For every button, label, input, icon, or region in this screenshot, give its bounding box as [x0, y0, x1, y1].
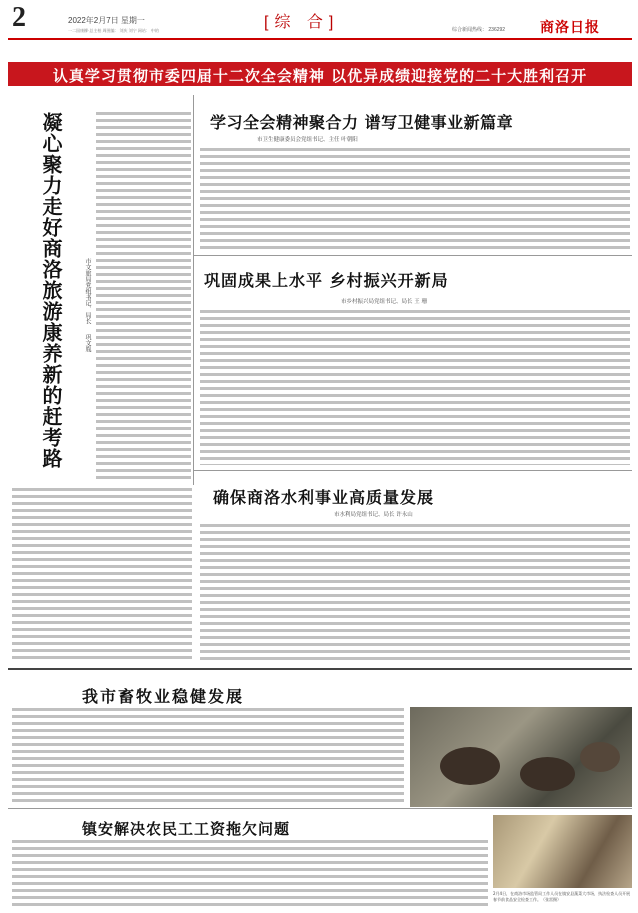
- masthead: [0, 0, 638, 40]
- byline-name: 巩文胤: [84, 333, 91, 352]
- editor-info: 一二国康柳·总主柏 周围编： 刘庆 刘宁 网站： 中的: [68, 28, 159, 33]
- article-byline-1: 市卫生健康委员会党组书记、主任 叶朝阳: [257, 137, 358, 143]
- article-title-1: 学习全会精神聚合力 谱写卫健事业新篇章: [210, 113, 514, 132]
- market-photo: [493, 815, 632, 888]
- banner-text: 认真学习贯彻市委四届十二次全会精神 以优异成绩迎接党的二十大胜利召开: [52, 67, 588, 85]
- article-title-4: 我市畜牧业稳健发展: [82, 687, 245, 706]
- article-body-4: [12, 708, 404, 804]
- article-body-left: [96, 112, 191, 482]
- photo-subject: [440, 747, 500, 785]
- article-title-2: 巩固成果上水平 乡村振兴开新局: [204, 271, 449, 290]
- section-divider: [193, 255, 632, 256]
- article-title-5: 镇安解决农民工工资拖欠问题: [82, 820, 291, 838]
- article-body-1: [200, 148, 630, 250]
- article-body-left: [12, 488, 192, 663]
- section-divider: [8, 808, 632, 809]
- cattle-photo: [410, 707, 632, 807]
- section-name: [综 合]: [264, 14, 340, 31]
- newspaper-logo: 商洛日报: [540, 19, 600, 35]
- column-divider: [193, 95, 194, 485]
- hotline-info: 综合新闻热线： 236292: [452, 27, 506, 33]
- page-number: 2: [12, 2, 26, 33]
- article-title-left: 凝心聚力走好商洛旅游康养新的赶考路: [39, 112, 63, 469]
- article-body-5: [12, 840, 488, 906]
- byline-org: 市文旅局党组书记、局长: [84, 258, 91, 324]
- photo-caption: 2月4日，在商洛市场监管局工作人员在镇安县蔬菜大市场，执法检查人员开展春节前食品安全检查工作。（张雷摄）: [493, 891, 631, 902]
- section-divider: [8, 668, 632, 670]
- header-rule: [8, 38, 632, 40]
- article-byline-2: 市乡村振兴局党组书记、局长 王 珊: [341, 299, 427, 305]
- photo-subject: [520, 757, 575, 791]
- article-body-3: [200, 524, 630, 664]
- article-title-3: 确保商洛水利事业高质量发展: [213, 488, 435, 507]
- issue-date: 2022年2月7日 星期一: [68, 16, 145, 25]
- article-byline-left: [83, 250, 92, 352]
- article-body-2: [200, 310, 630, 465]
- headline-banner: [8, 62, 632, 86]
- article-byline-3: 市水利局党组书记、局长 许永山: [334, 512, 413, 518]
- section-divider: [193, 470, 632, 471]
- photo-subject: [580, 742, 620, 772]
